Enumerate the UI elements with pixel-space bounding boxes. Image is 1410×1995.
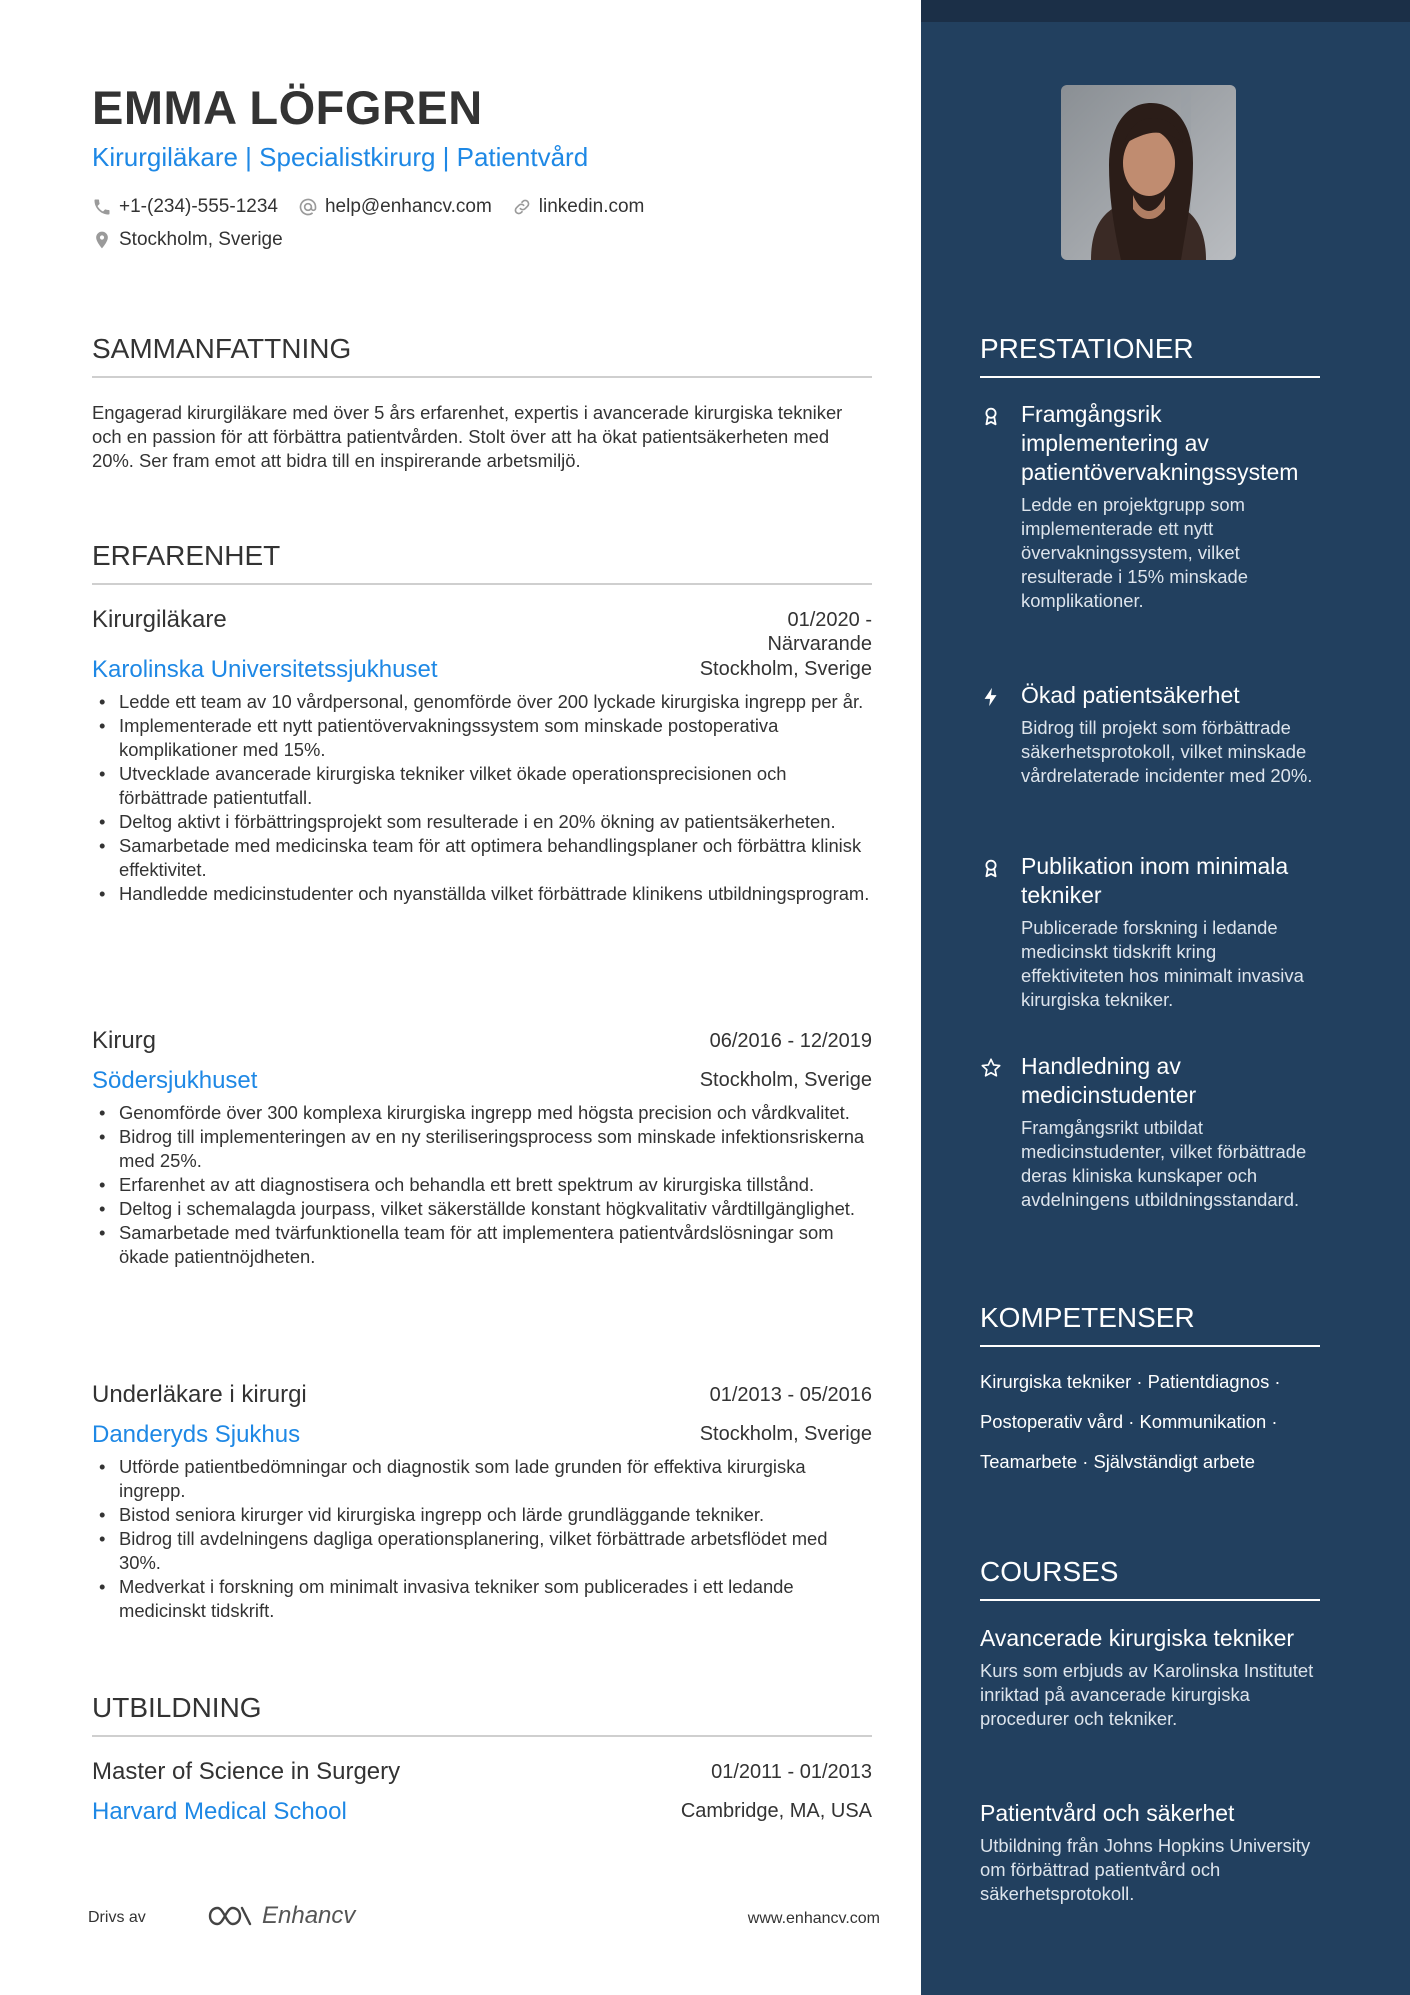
achievements-heading: PRESTATIONER bbox=[980, 333, 1320, 378]
job-date-start: 01/2020 - bbox=[787, 609, 872, 631]
course-description: Utbildning från Johns Hopkins University om förbättrad patientvård och säkerhetsprotokoll. bbox=[980, 1835, 1311, 1904]
bullet: • Samarbetade med tvärfunktionella team för att implementera patientvårdslösningar som ökade patientnöjdheten. bbox=[92, 1221, 872, 1269]
candidate-name: EMMA LÖFGREN bbox=[92, 81, 483, 134]
bullet: • Implementerade ett nytt patientövervakningssystem som minskade postoperativa komplikationer med 15%. bbox=[92, 714, 872, 762]
candidate-tagline: Kirurgiläkare | Specialistkirurg | Patientvård bbox=[92, 142, 589, 172]
achievement-title: Handledning av medicinstudenter bbox=[1021, 1053, 1197, 1108]
skills-list bbox=[980, 1362, 1330, 1482]
skills-line: Kirurgiska tekniker · Patientdiagnos · bbox=[980, 1371, 1281, 1392]
achievement-title: Publikation inom minimala tekniker bbox=[1021, 853, 1289, 908]
job-date-end: Närvarande bbox=[767, 633, 872, 655]
contact-row-2 bbox=[92, 229, 303, 251]
linkedin-item[interactable] bbox=[512, 196, 645, 218]
achievement-description: Publicerade forskning i ledande medicinskt tidskrift kring effektiviteten hos minimalt invasiva kirurgiska tekniker. bbox=[1021, 917, 1304, 1010]
job-entry bbox=[92, 1381, 872, 1623]
phone-icon bbox=[92, 197, 112, 217]
job-bullets bbox=[92, 690, 872, 906]
course-description: Kurs som erbjuds av Karolinska Institutet inriktad på avancerade kirurgiska procedurer och tekniker. bbox=[980, 1660, 1314, 1729]
bullet: • Bidrog till avdelningens dagliga operationsplanering, vilket förbättrade arbetsflödet med 30%. bbox=[92, 1527, 872, 1575]
location-item bbox=[92, 229, 283, 251]
phone-number: +1-(234)-555-1234 bbox=[119, 196, 278, 217]
achievement-title: Ökad patientsäkerhet bbox=[1021, 682, 1240, 708]
job-bullets bbox=[92, 1101, 872, 1269]
course-title: Patientvård och säkerhet bbox=[980, 1800, 1235, 1826]
job-title: Kirurg bbox=[92, 1027, 157, 1054]
bullet: • Deltog aktivt i förbättringsprojekt som resulterade i en 20% ökning av patientsäkerheten. bbox=[92, 810, 872, 834]
footer bbox=[88, 1900, 880, 1936]
experience-heading: ERFARENHET bbox=[92, 540, 872, 585]
profile-photo bbox=[1061, 85, 1236, 260]
bullet: • Ledde ett team av 10 vårdpersonal, genomförde över 200 lyckade kirurgiska ingrepp per år. bbox=[92, 690, 872, 714]
sidebar-top-bar bbox=[921, 0, 1410, 22]
bullet: • Medverkat i forskning om minimalt invasiva tekniker som publicerades i ett ledande medicinskt tidskrift. bbox=[92, 1575, 872, 1623]
achievement-item bbox=[980, 1052, 1320, 1212]
job-entry bbox=[92, 1027, 872, 1269]
job-title: Underläkare i kirurgi bbox=[92, 1381, 307, 1408]
link-icon bbox=[512, 197, 532, 217]
job-company: Södersjukhuset bbox=[92, 1067, 258, 1094]
at-icon bbox=[298, 197, 318, 217]
achievement-description: Bidrog till projekt som förbättrade säkerhetsprotokoll, vilket minskade vårdrelaterade incidenter med 20%. bbox=[1021, 717, 1313, 786]
job-location: Stockholm, Sverige bbox=[699, 1423, 872, 1445]
course-item bbox=[980, 1799, 1330, 1906]
award-icon bbox=[980, 857, 1002, 879]
bullet: • Samarbetade med medicinska team för att optimera behandlingsplaner och förbättra klinisk effektivitet. bbox=[92, 834, 872, 882]
powered-by-text: Drivs av bbox=[88, 1909, 146, 1926]
achievement-item bbox=[980, 852, 1320, 1012]
location-pin-icon bbox=[92, 230, 112, 250]
summary-heading: SAMMANFATTNING bbox=[92, 333, 872, 378]
enhancv-logo[interactable] bbox=[206, 1902, 355, 1930]
bullet: • Bistod seniora kirurger vid kirurgiska ingrepp och lärde grundläggande tekniker. bbox=[92, 1503, 872, 1527]
job-date: 01/2013 - 05/2016 bbox=[709, 1384, 872, 1406]
achievement-item bbox=[980, 400, 1320, 613]
star-icon bbox=[980, 1057, 1002, 1079]
job-location: Stockholm, Sverige bbox=[699, 658, 872, 680]
education-date: 01/2011 - 01/2013 bbox=[711, 1761, 872, 1783]
education-heading: UTBILDNING bbox=[92, 1692, 872, 1737]
enhancv-brand: Enhancv bbox=[262, 1902, 356, 1929]
email-address[interactable]: help@enhancv.com bbox=[324, 196, 492, 217]
achievement-description: Framgångsrikt utbildat medicinstudenter, vilket förbättrade deras kliniska kunskaper och avdelningens utbildningsstandard. bbox=[1021, 1117, 1307, 1210]
job-date bbox=[767, 608, 872, 656]
bullet: • Deltog i schemalagda jourpass, vilket säkerställde konstant högkvalitativ vårdtillgänglighet. bbox=[92, 1197, 872, 1221]
summary-text: Engagerad kirurgiläkare med över 5 års erfarenhet, expertis i avancerade kirurgiska tekniker och en passion för att förbättra patientvården. Stolt över att ha ökat patientsäkerheten med 20%. Ser fram emot att bidra till en inspirerande arbetsmiljö. bbox=[92, 402, 843, 471]
bullet: • Genomförde över 300 komplexa kirurgiska ingrepp med högsta precision och vårdkvalitet. bbox=[92, 1101, 872, 1125]
bullet: • Utvecklade avancerade kirurgiska tekniker vilket ökade operationsprecisionen och förbättrade patientutfall. bbox=[92, 762, 872, 810]
school-location: Cambridge, MA, USA bbox=[680, 1800, 872, 1822]
linkedin-link[interactable]: linkedin.com bbox=[538, 196, 645, 217]
courses-heading: COURSES bbox=[980, 1556, 1320, 1601]
education-entry bbox=[92, 1758, 872, 1832]
course-item bbox=[980, 1624, 1330, 1731]
skills-line: Teamarbete · Självständigt arbete bbox=[980, 1451, 1255, 1472]
achievement-item bbox=[980, 681, 1320, 788]
lightning-icon bbox=[980, 686, 1002, 708]
job-bullets bbox=[92, 1455, 872, 1623]
award-icon bbox=[980, 405, 1002, 427]
skills-line: Postoperativ vård · Kommunikation · bbox=[980, 1411, 1278, 1432]
bullet: • Erfarenhet av att diagnostisera och behandla ett brett spektrum av kirurgiska tillstånd. bbox=[92, 1173, 872, 1197]
phone-item bbox=[92, 196, 278, 218]
location-text: Stockholm, Sverige bbox=[119, 229, 283, 250]
school-name: Harvard Medical School bbox=[92, 1798, 347, 1825]
bullet: • Utförde patientbedömningar och diagnostik som lade grunden för effektiva kirurgiska ingrepp. bbox=[92, 1455, 872, 1503]
job-company: Danderyds Sjukhus bbox=[92, 1421, 301, 1448]
job-entry bbox=[92, 606, 872, 906]
job-date: 06/2016 - 12/2019 bbox=[709, 1030, 872, 1052]
course-title: Avancerade kirurgiska tekniker bbox=[980, 1625, 1295, 1651]
job-location: Stockholm, Sverige bbox=[699, 1069, 872, 1091]
website-link[interactable]: www.enhancv.com bbox=[747, 1910, 880, 1927]
enhancv-logo-icon bbox=[206, 1903, 254, 1929]
contact-row-1 bbox=[92, 196, 664, 218]
job-company: Karolinska Universitetssjukhuset bbox=[92, 656, 438, 683]
achievement-description: Ledde en projektgrupp som implementerade ett nytt övervakningssystem, vilket resulterade i 15% minskade komplikationer. bbox=[1021, 494, 1248, 611]
skills-heading: KOMPETENSER bbox=[980, 1302, 1320, 1347]
achievement-title: Framgångsrik implementering av patientövervakningssystem bbox=[1021, 401, 1299, 485]
email-item[interactable] bbox=[298, 196, 492, 218]
bullet: • Bidrog till implementeringen av en ny steriliseringsprocess som minskade infektionsriskerna med 25%. bbox=[92, 1125, 872, 1173]
job-title: Kirurgiläkare bbox=[92, 606, 227, 633]
bullet: • Handledde medicinstudenter och nyanställda vilket förbättrade klinikens utbildningsprogram. bbox=[92, 882, 872, 906]
degree-title: Master of Science in Surgery bbox=[92, 1758, 401, 1785]
sidebar bbox=[921, 0, 1410, 1995]
